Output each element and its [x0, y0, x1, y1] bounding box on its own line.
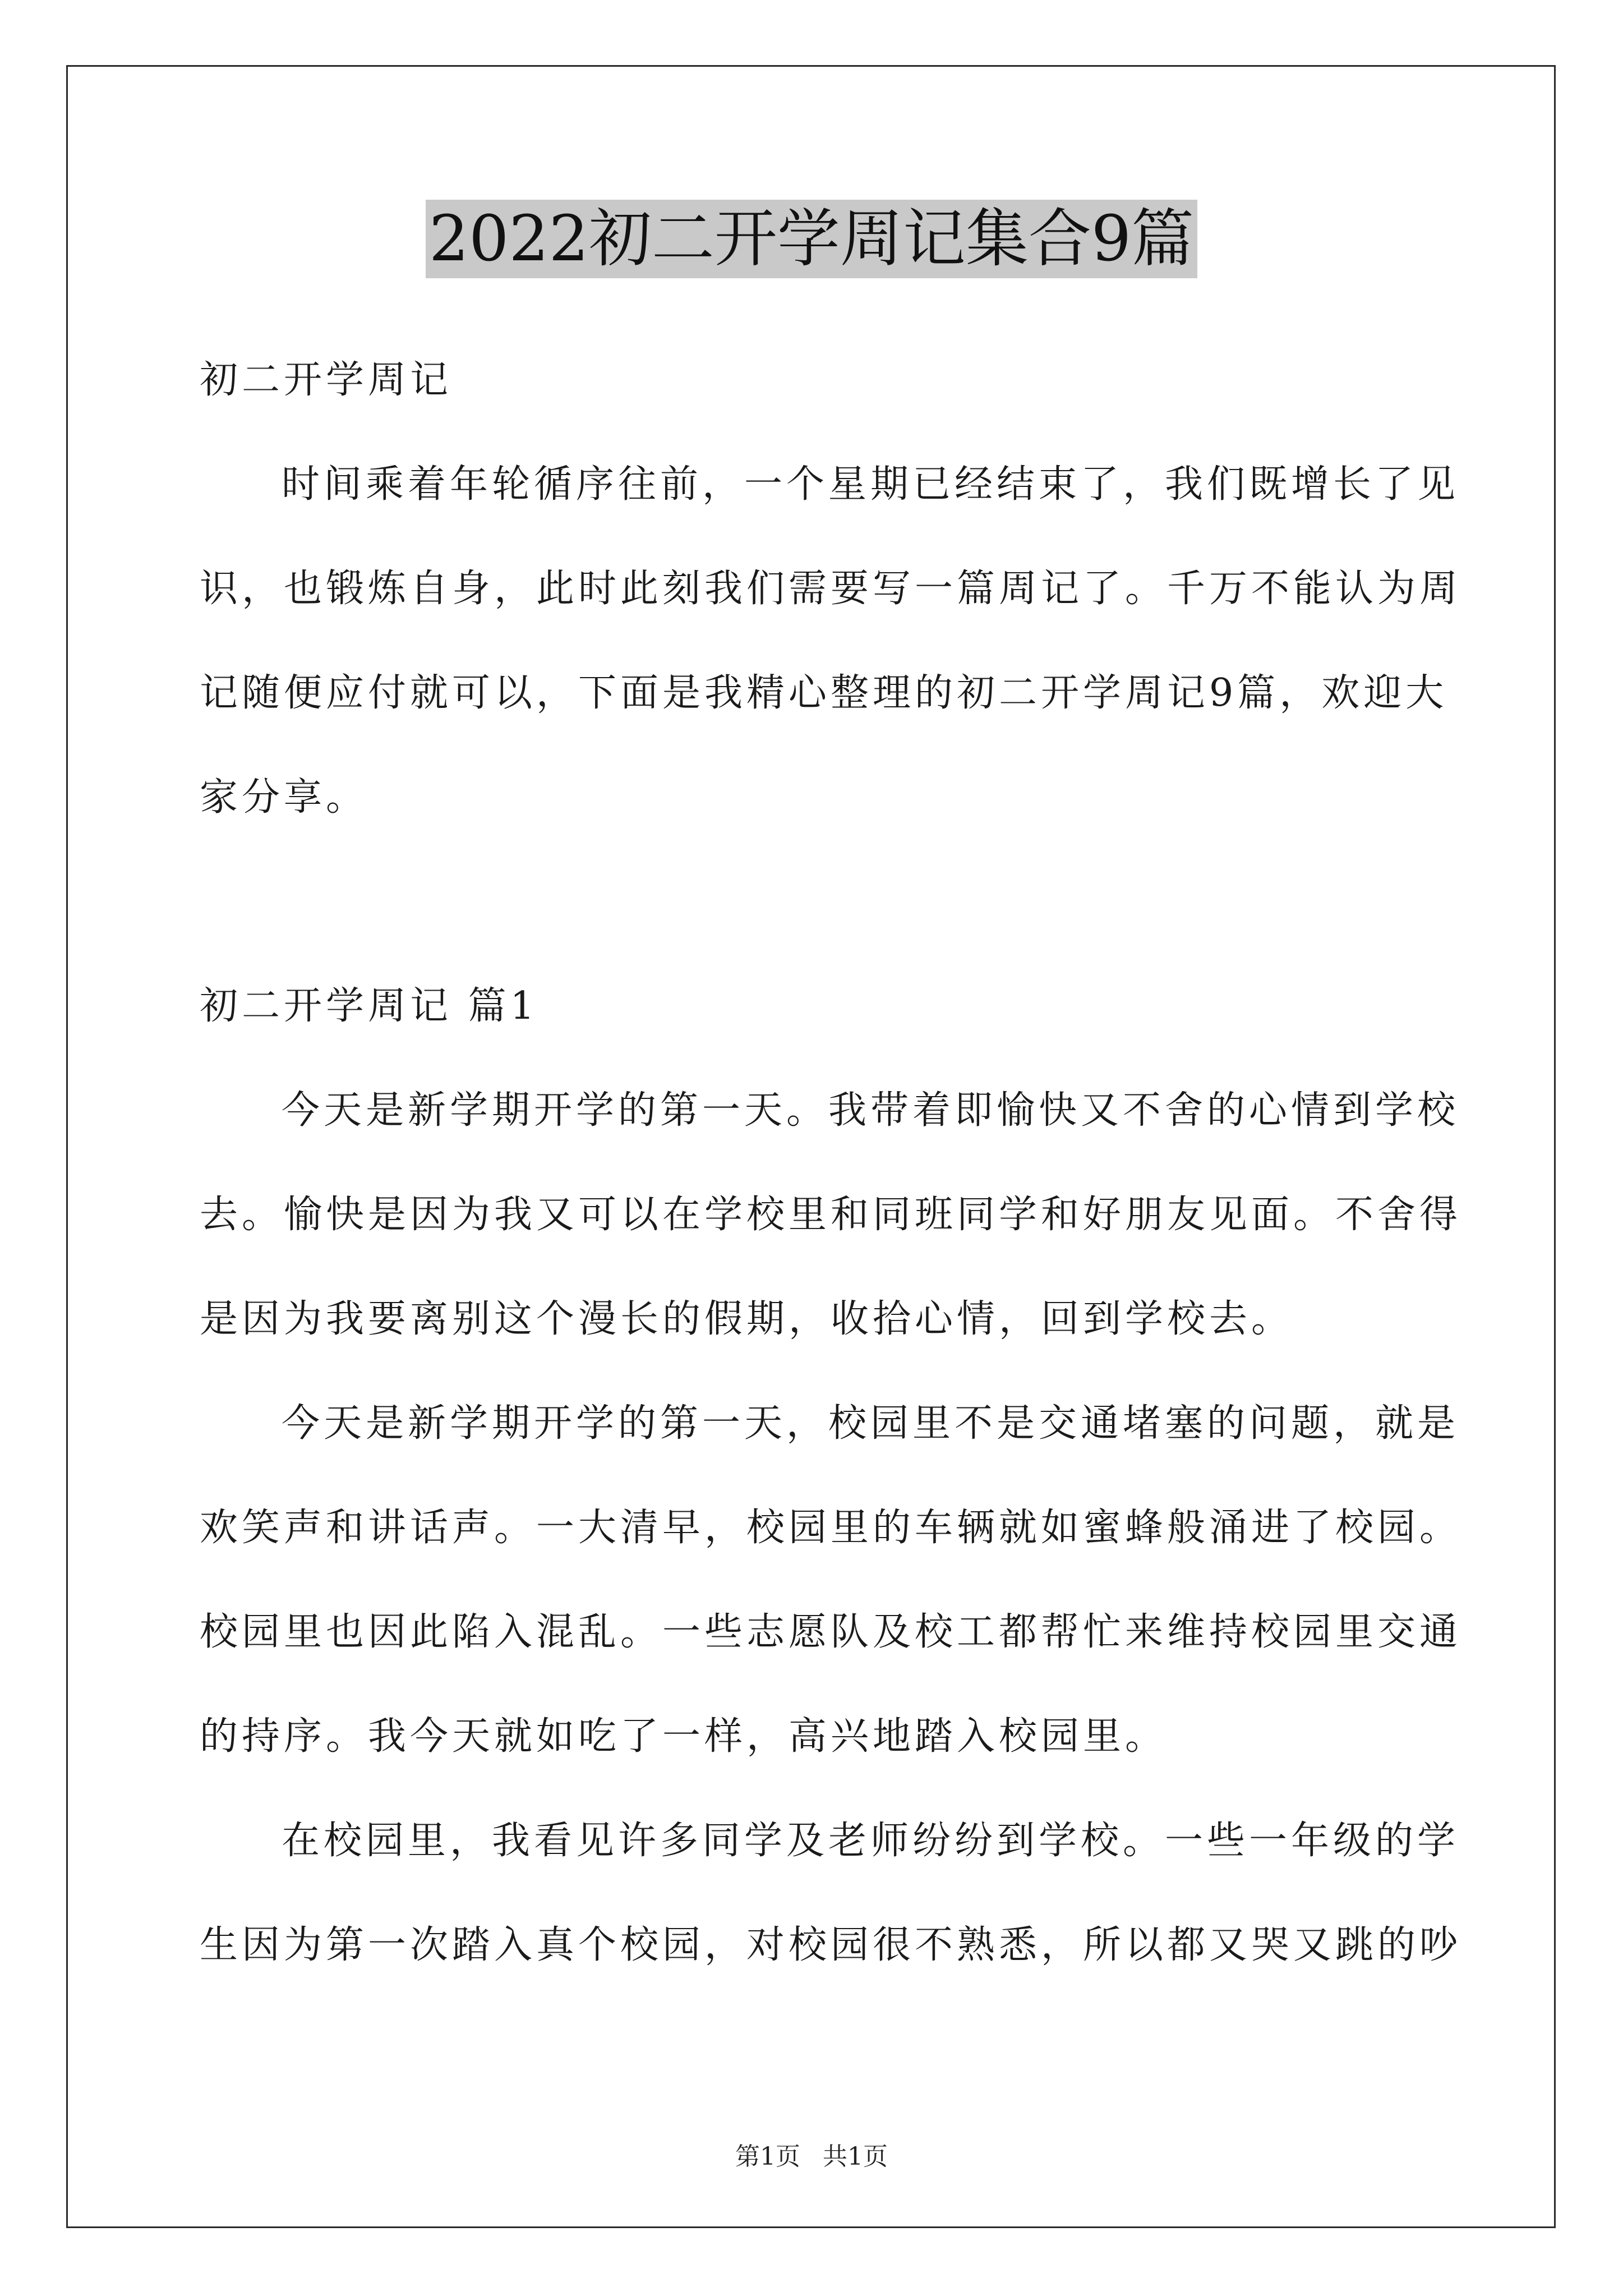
text-line: 时间乘着年轮循序往前，一个星期已经结束了，我们既增长了见	[282, 462, 1460, 507]
text-line: 在校园里，我看见许多同学及老师纷纷到学校。一些一年级的学	[282, 1819, 1460, 1863]
text-line: 家分享。	[200, 775, 368, 820]
text-line: 去。愉快是因为我又可以在学校里和同班同学和好朋友见面。不舍得	[200, 1193, 1462, 1237]
text-line: 今天是新学期开学的第一天。我带着即愉快又不舍的心情到学校	[282, 1088, 1460, 1133]
page-footer	[0, 2136, 1623, 2172]
text-line: 初二开学周记	[200, 358, 453, 402]
page-total: 共1页	[823, 2142, 888, 2171]
text-line: 今天是新学期开学的第一天，校园里不是交通堵塞的问题，就是	[282, 1401, 1460, 1446]
text-line: 是因为我要离别这个漫长的假期，收拾心情，回到学校去。	[200, 1297, 1294, 1341]
text-line: 的持序。我今天就如吃了一样，高兴地踏入校园里。	[200, 1714, 1168, 1759]
text-line: 生因为第一次踏入真个校园，对校园很不熟悉，所以都又哭又跳的吵	[200, 1923, 1462, 1967]
text-line: 校园里也因此陷入混乱。一些志愿队及校工都帮忙来维持校园里交通	[200, 1610, 1462, 1654]
blank-line	[200, 850, 1422, 954]
document-title: 2022初二开学周记集合9篇	[426, 200, 1197, 278]
text-line: 初二开学周记 篇1	[200, 984, 538, 1028]
text-line: 记随便应付就可以，下面是我精心整理的初二开学周记9篇，欢迎大	[200, 671, 1448, 715]
document-body	[200, 328, 1462, 1998]
page-number: 第1页	[735, 2142, 800, 2171]
text-line: 欢笑声和讲话声。一大清早，校园里的车辆就如蜜蜂般涌进了校园。	[200, 1506, 1462, 1550]
title-container	[0, 200, 1623, 278]
text-line: 识，也锻炼自身，此时此刻我们需要写一篇周记了。千万不能认为周	[200, 567, 1462, 611]
